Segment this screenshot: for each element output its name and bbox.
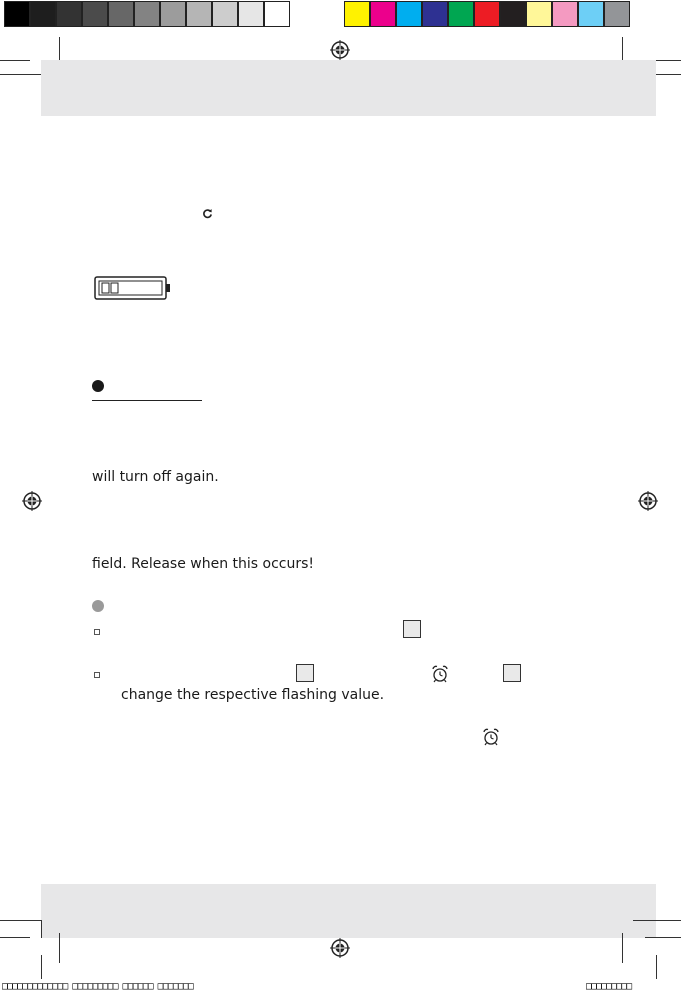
crop-mark (645, 937, 681, 938)
process-color-bar (344, 1, 630, 29)
section-bullet-dark (92, 380, 104, 392)
color-swatch (30, 1, 56, 27)
crop-mark (0, 920, 41, 921)
color-swatch (264, 1, 290, 27)
key-button-icon (503, 664, 521, 682)
grayscale-color-bar (4, 1, 290, 29)
text-line: field. Release when this occurs! (92, 556, 315, 572)
registration-mark-icon (638, 491, 658, 511)
color-swatch (604, 1, 630, 27)
alarm-clock-icon (481, 727, 501, 747)
crop-mark (656, 955, 657, 979)
battery-icon (94, 276, 172, 300)
color-swatch (370, 1, 396, 27)
registration-mark-icon (22, 491, 42, 511)
color-swatch (396, 1, 422, 27)
color-swatch (4, 1, 30, 27)
color-swatch (448, 1, 474, 27)
header-band (41, 60, 656, 116)
crop-mark (633, 920, 681, 921)
color-swatch (578, 1, 604, 27)
color-swatch (344, 1, 370, 27)
color-swatch (552, 1, 578, 27)
alarm-clock-icon (430, 664, 450, 684)
list-bullet (94, 629, 100, 635)
color-swatch (134, 1, 160, 27)
list-bullet (94, 672, 100, 678)
text-line: will turn off again. (92, 469, 219, 485)
crop-mark (59, 933, 60, 963)
crop-mark (41, 955, 42, 979)
crop-mark (0, 74, 41, 75)
color-swatch (474, 1, 500, 27)
key-button-icon (403, 620, 421, 638)
color-swatch (186, 1, 212, 27)
crop-mark (41, 920, 42, 938)
crop-mark (622, 933, 623, 963)
crop-mark (0, 60, 30, 61)
color-swatch (526, 1, 552, 27)
registration-mark-icon (330, 938, 350, 958)
color-swatch (108, 1, 134, 27)
slug-line-right: □□□□□□□□□ (586, 981, 632, 992)
section-bullet-gray (92, 600, 104, 612)
crop-mark (656, 74, 681, 75)
registration-mark-icon (330, 40, 350, 60)
footer-band (41, 884, 656, 938)
color-swatch (238, 1, 264, 27)
color-swatch (82, 1, 108, 27)
color-swatch (500, 1, 526, 27)
color-swatch (56, 1, 82, 27)
text-line: change the respective flashing value. (121, 687, 385, 703)
section-underline (92, 400, 202, 401)
key-button-icon (296, 664, 314, 682)
refresh-icon (202, 208, 213, 219)
color-swatch (422, 1, 448, 27)
color-swatch (160, 1, 186, 27)
color-swatch (212, 1, 238, 27)
crop-mark (0, 937, 30, 938)
slug-line-left: □□□□□□□□□□□□□ □□□□□□□□□ □□□□□□ □□□□□□□ (2, 981, 193, 992)
